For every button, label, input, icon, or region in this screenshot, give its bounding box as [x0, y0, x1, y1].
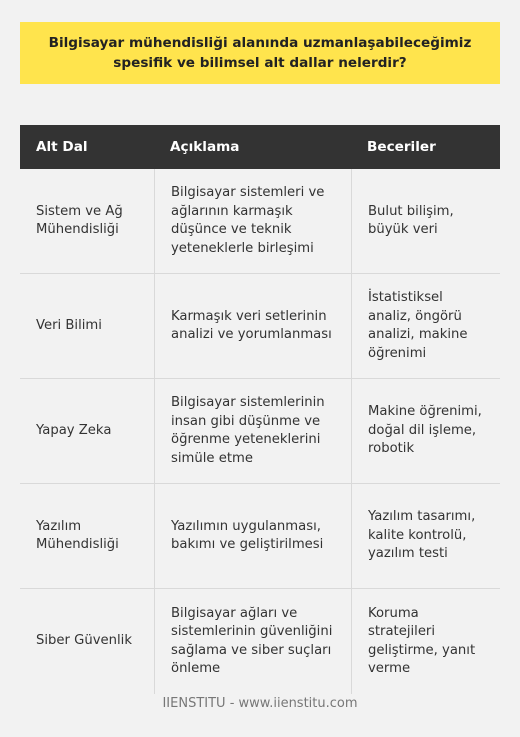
cell-skills: Makine öğrenimi, doğal dil işleme, robotik	[351, 379, 500, 483]
cell-subfield: Yazılım Mühendisliği	[36, 518, 119, 552]
cell-description: Bilgisayar sistemleri ve ağlarının karmaşık düşünce ve teknik yeteneklerle birleşimi	[154, 169, 351, 273]
title-banner	[20, 22, 500, 84]
table-header-row	[20, 125, 500, 169]
page-title: Bilgisayar mühendisliği alanında uzmanlaşabileceğimiz spesifik ve bilimsel alt dallar nelerdir?	[48, 35, 472, 71]
cell-subfield: Veri Bilimi	[36, 317, 102, 333]
table-row	[20, 379, 500, 484]
table-row	[20, 589, 500, 694]
footer-credit: IIENSTITU - www.iienstitu.com	[162, 696, 358, 711]
cell-skills: İstatistiksel analiz, öngörü analizi, makine öğrenimi	[351, 274, 500, 378]
cell-description: Yazılımın uygulanması, bakımı ve geliştirilmesi	[154, 484, 351, 588]
cell-skills: Koruma stratejileri geliştirme, yanıt verme	[351, 589, 500, 694]
header-beceriler: Beceriler	[367, 138, 436, 155]
cell-subfield: Sistem ve Ağ Mühendisliği	[36, 203, 123, 237]
cell-description: Bilgisayar ağları ve sistemlerinin güvenliğini sağlama ve siber suçları önleme	[154, 589, 351, 694]
subfields-table	[20, 125, 500, 694]
table-row	[20, 274, 500, 379]
cell-subfield: Siber Güvenlik	[36, 633, 132, 649]
table-row	[20, 169, 500, 274]
header-alt-dal: Alt Dal	[36, 138, 88, 155]
cell-description: Bilgisayar sistemlerinin insan gibi düşünme ve öğrenme yeteneklerini simüle etme	[154, 379, 351, 483]
cell-subfield: Yapay Zeka	[36, 422, 112, 438]
header-aciklama: Açıklama	[170, 138, 240, 155]
table-row	[20, 484, 500, 589]
cell-skills: Yazılım tasarımı, kalite kontrolü, yazılım testi	[351, 484, 500, 588]
cell-description: Karmaşık veri setlerinin analizi ve yorumlanması	[154, 274, 351, 378]
cell-skills: Bulut bilişim, büyük veri	[351, 169, 500, 273]
